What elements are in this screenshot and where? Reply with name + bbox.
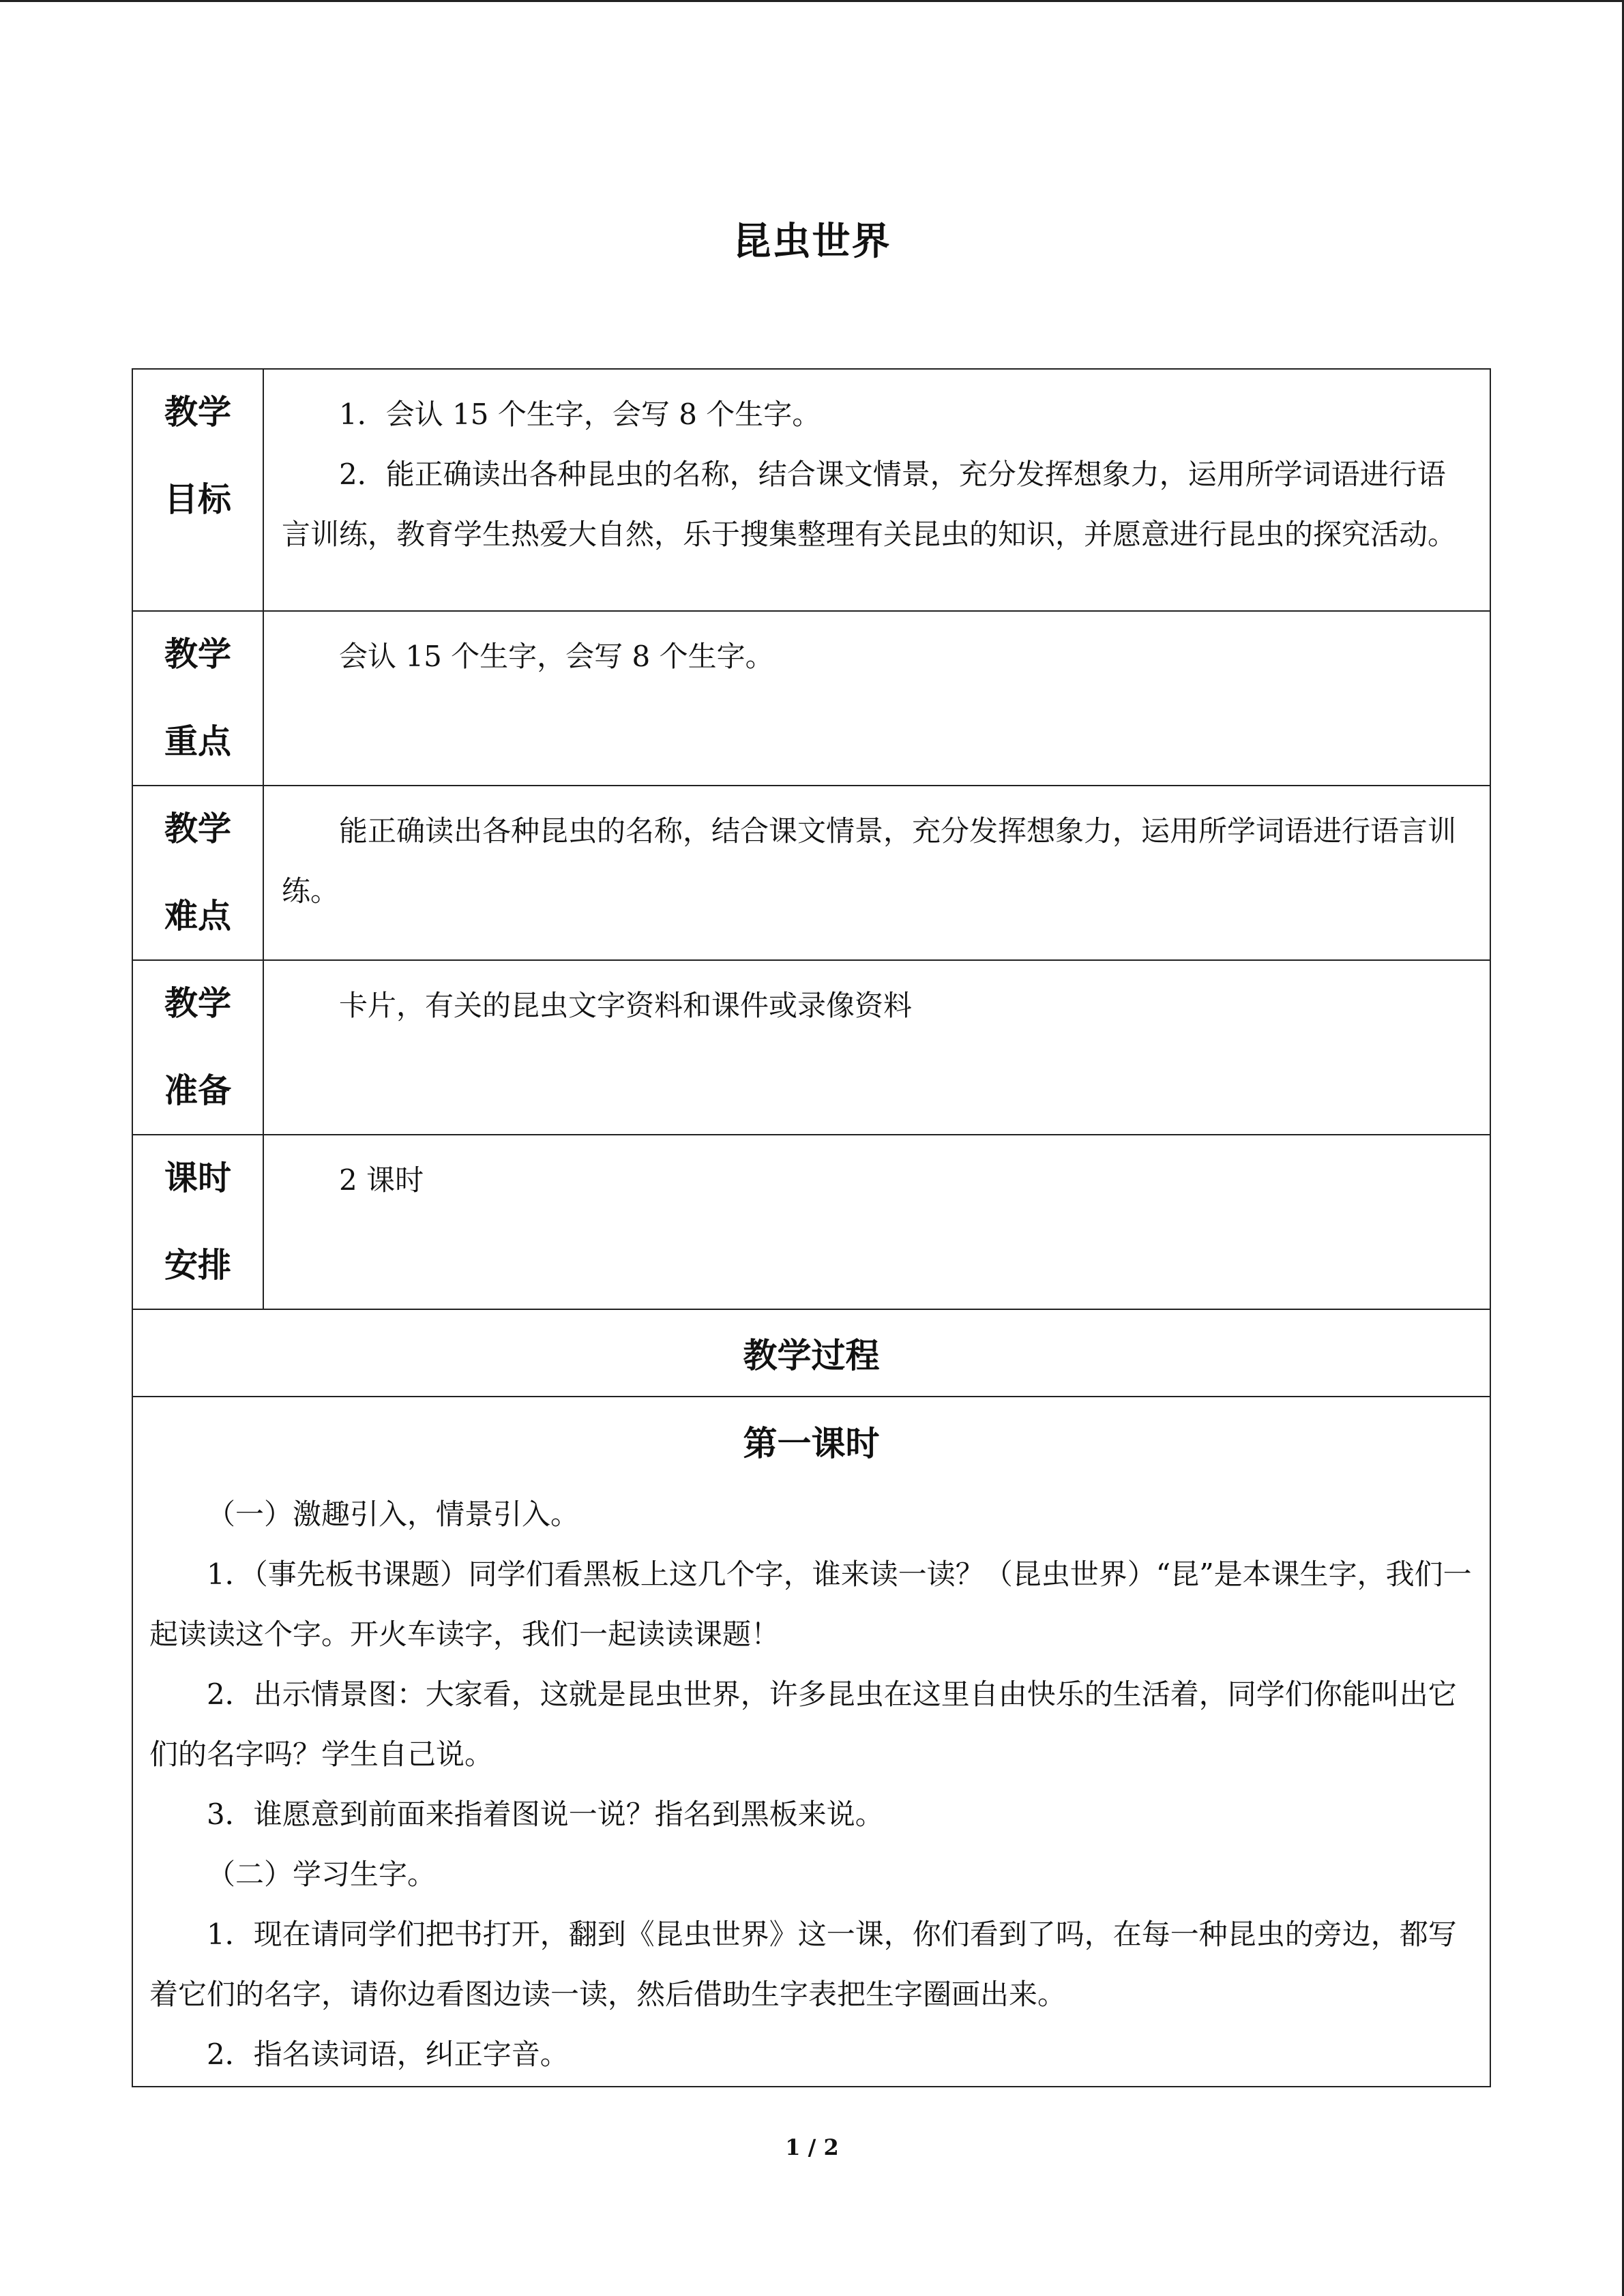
paragraph: 2．能正确读出各种昆虫的名称，结合课文情景，充分发挥想象力，运用所学词语进行语言训练，教育学生热爱大自然，乐于搜集整理有关昆虫的知识，并愿意进行昆虫的探究活动。 xyxy=(282,458,1457,551)
row-label xyxy=(133,1135,264,1309)
row-content xyxy=(264,370,1490,610)
label-line: 教学 xyxy=(164,984,231,1023)
row-preparation xyxy=(133,961,1490,1135)
paragraph: 卡片，有关的昆虫文字资料和课件或录像资料 xyxy=(339,989,913,1022)
row-content xyxy=(264,612,1490,785)
process-paragraph: 1．（事先板书课题）同学们看黑板上这几个字，谁来读一读？（昆虫世界）“昆”是本课生字，我们一起读读这个字。开火车读字，我们一起读读课题！ xyxy=(149,1557,1472,1651)
process-paragraph: 3．谁愿意到前面来指着图说一说？指名到黑板来说。 xyxy=(207,1798,884,1831)
label-line: 教学 xyxy=(164,809,231,848)
row-content xyxy=(264,786,1490,959)
process-paragraph: 2．出示情景图：大家看，这就是昆虫世界，许多昆虫在这里自由快乐的生活着，同学们你能叫出它们的名字吗？学生自己说。 xyxy=(149,1678,1457,1771)
process-section xyxy=(133,1397,1490,2086)
label-line: 安排 xyxy=(164,1246,231,1285)
label-line: 难点 xyxy=(164,897,231,936)
paragraph: 会认 15 个生字，会写 8 个生字。 xyxy=(339,640,774,673)
row-label xyxy=(133,370,264,610)
row-key-points xyxy=(133,612,1490,786)
label-line: 重点 xyxy=(164,722,231,761)
page-top-border xyxy=(0,0,1624,2)
row-label xyxy=(133,961,264,1134)
document-title: 昆虫世界 xyxy=(733,220,891,264)
process-paragraph: （二）学习生字。 xyxy=(207,1858,437,1891)
process-heading: 教学过程 xyxy=(133,1310,1490,1397)
row-label xyxy=(133,612,264,785)
row-objectives xyxy=(133,370,1490,612)
paragraph: 1．会认 15 个生字，会写 8 个生字。 xyxy=(339,398,821,431)
label-line: 教学 xyxy=(164,393,231,432)
row-label xyxy=(133,786,264,959)
page-number: 1 / 2 xyxy=(785,2134,839,2160)
process-paragraph: 2．指名读词语，纠正字音。 xyxy=(207,2038,569,2071)
row-difficulties xyxy=(133,786,1490,961)
row-content xyxy=(264,961,1490,1134)
lesson-title: 第一课时 xyxy=(743,1424,880,1463)
process-paragraph: 1．现在请同学们把书打开，翻到《昆虫世界》这一课，你们看到了吗，在每一种昆虫的旁边，都写着它们的名字，请你边看图边读一读，然后借助生字表把生字圈画出来。 xyxy=(149,1918,1457,2011)
paragraph: 能正确读出各种昆虫的名称，结合课文情景，充分发挥想象力，运用所学词语进行语言训练。 xyxy=(282,814,1457,908)
row-content xyxy=(264,1135,1490,1309)
row-schedule xyxy=(133,1135,1490,1310)
label-line: 目标 xyxy=(164,480,231,519)
label-line: 准备 xyxy=(164,1071,231,1110)
label-line: 课时 xyxy=(164,1159,231,1197)
label-line: 教学 xyxy=(164,635,231,674)
paragraph: 2 课时 xyxy=(339,1163,424,1197)
lesson-plan-table xyxy=(132,368,1491,2087)
process-paragraph: （一）激趣引入，情景引入。 xyxy=(207,1497,580,1531)
